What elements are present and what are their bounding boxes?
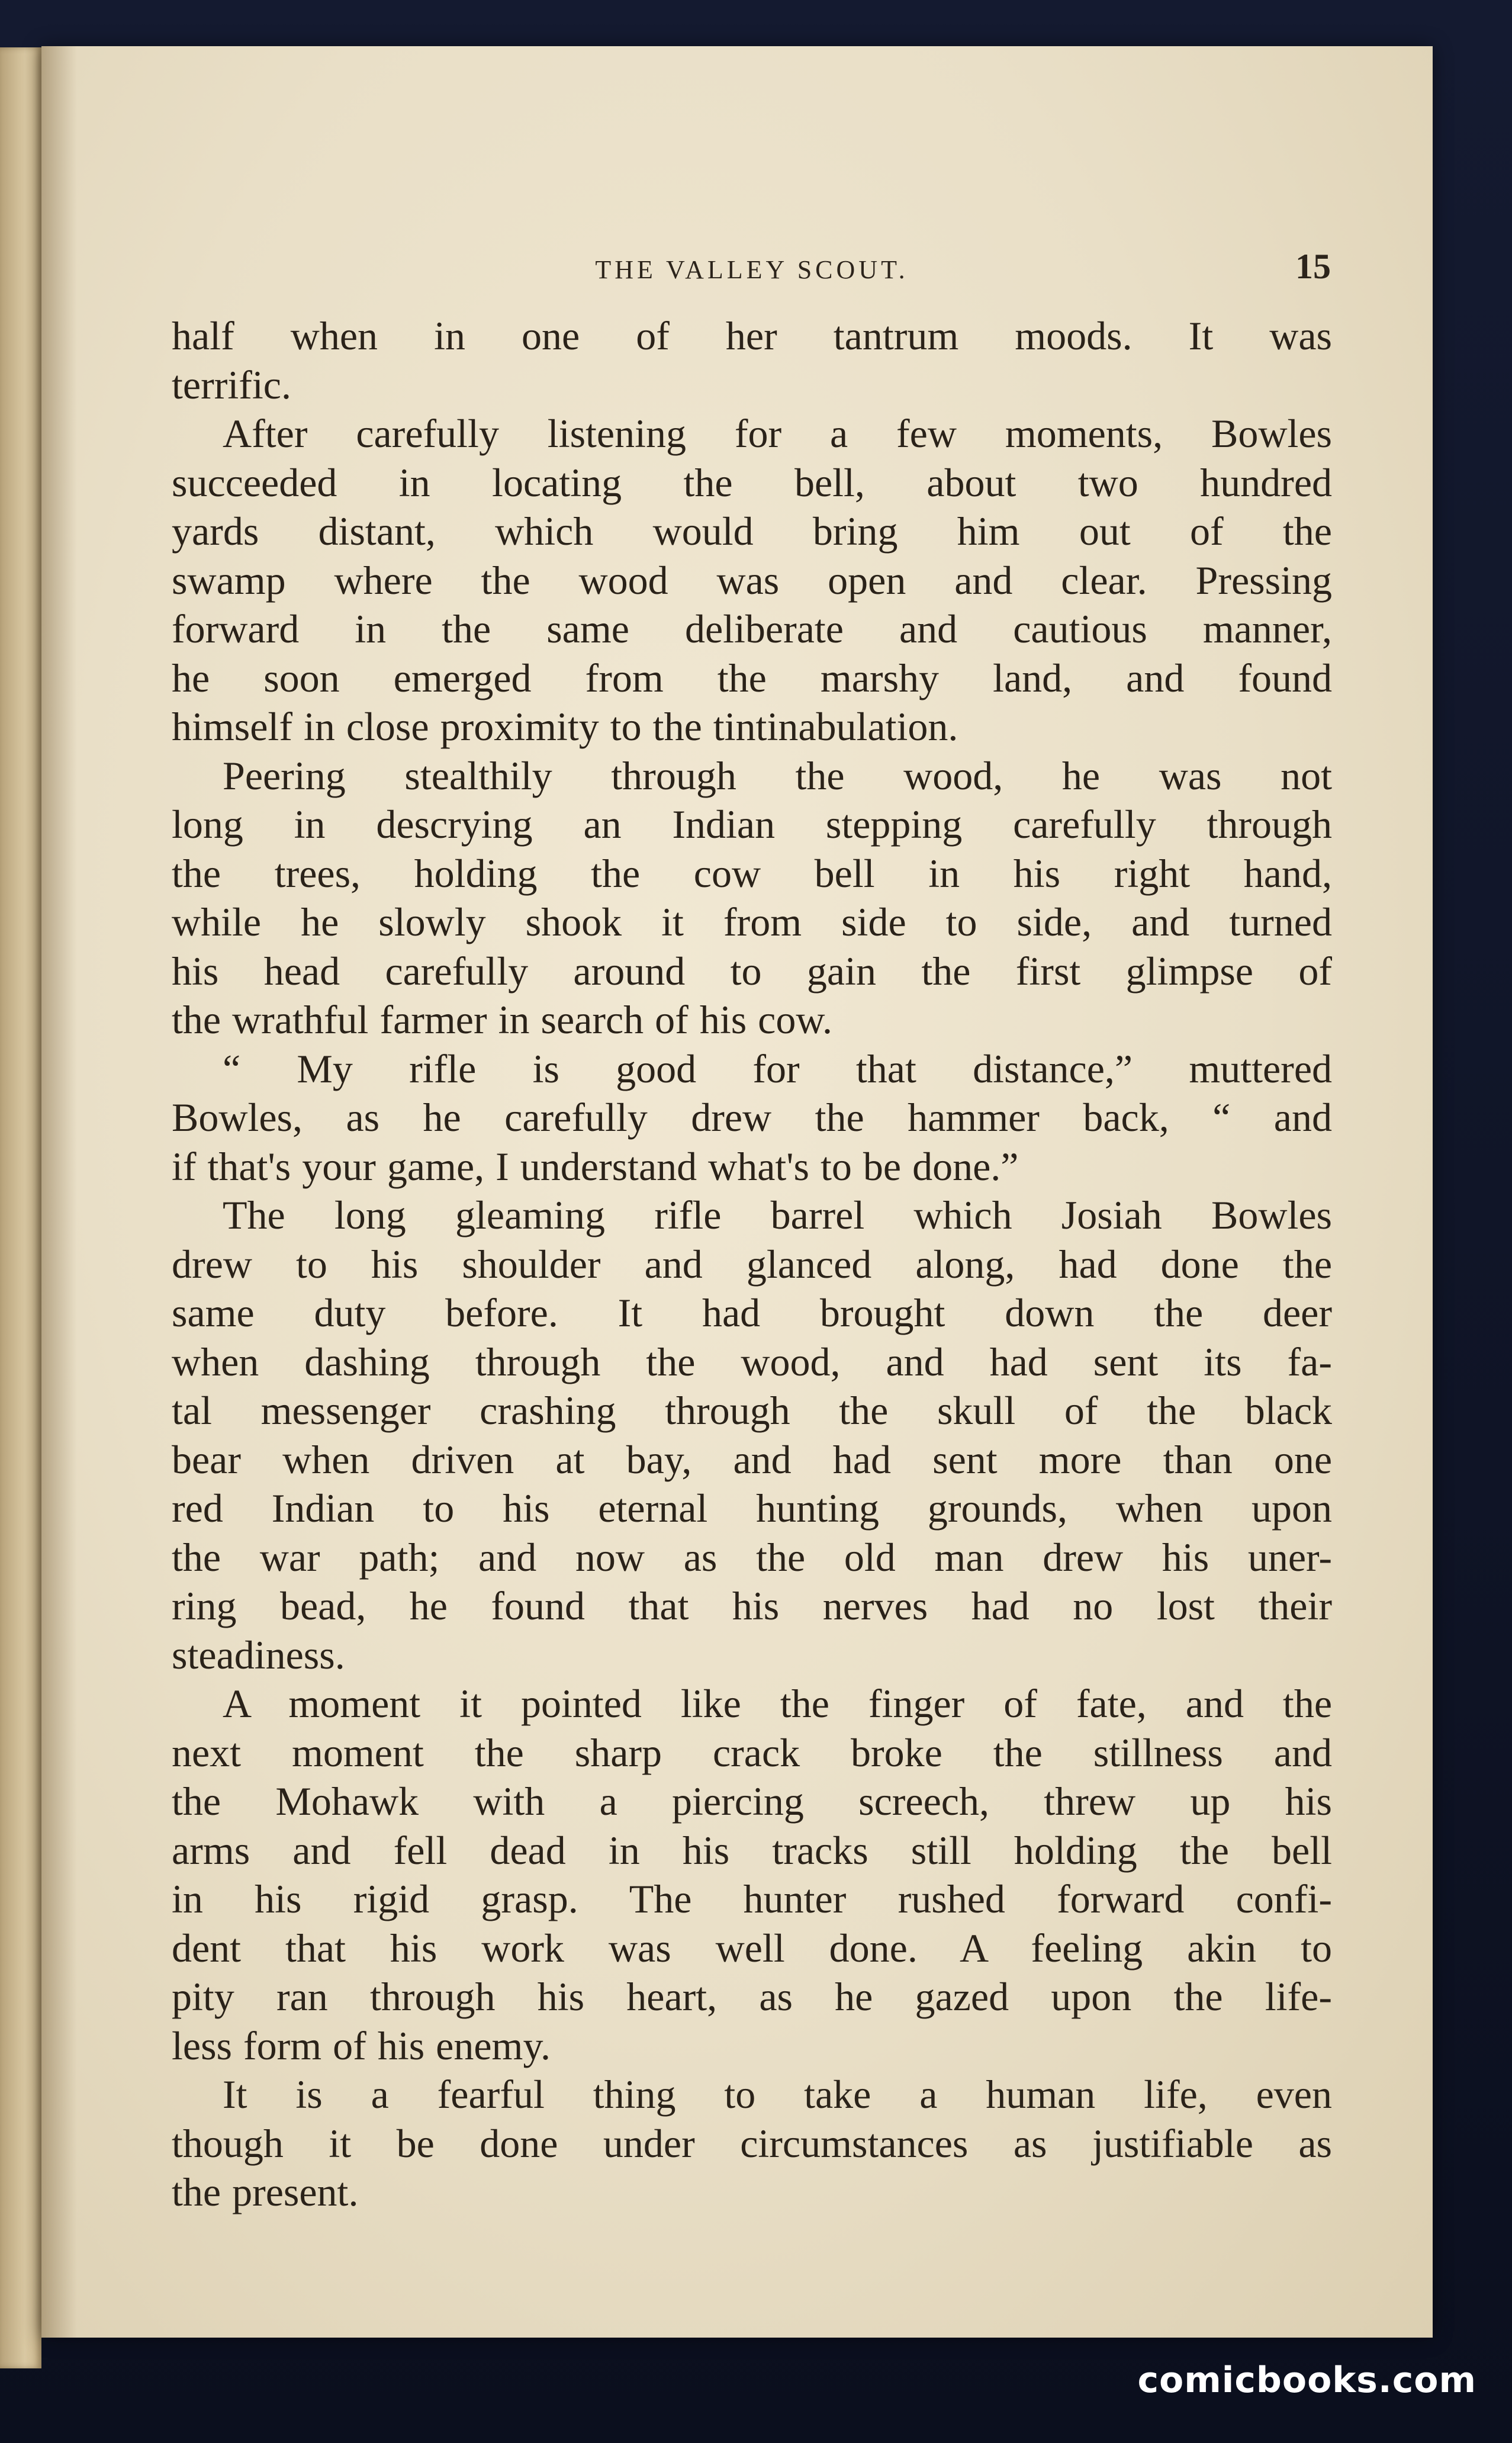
text-line: arms and fell dead in his tracks still holding the bell xyxy=(172,1827,1332,1873)
text-line: though it be done under circumstances as justifiable as xyxy=(172,2120,1332,2166)
text-line: succeeded in locating the bell, about two hundred xyxy=(172,459,1332,505)
text-line: next moment the sharp crack broke the stillness and xyxy=(172,1730,1332,1775)
text-line: himself in close proximity to the tintinabulation. xyxy=(172,704,958,749)
text-line: when dashing through the wood, and had sent its fa- xyxy=(172,1339,1332,1384)
text-line: he soon emerged from the marshy land, and found xyxy=(172,655,1332,700)
text-line: half when in one of her tantrum moods. It was xyxy=(172,313,1332,358)
text-line: long in descrying an Indian stepping carefully through xyxy=(172,802,1332,847)
text-line: the Mohawk with a piercing screech, threw up his xyxy=(172,1779,1332,1824)
text-line: if that's your game, I understand what's to be done.” xyxy=(172,1143,1019,1189)
text-line: After carefully listening for a few moments, Bowles xyxy=(223,411,1332,456)
text-line: his head carefully around to gain the first glimpse of xyxy=(172,948,1332,994)
text-line: swamp where the wood was open and clear. Pressing xyxy=(172,557,1332,603)
text-line: It is a fearful thing to take a human life, even xyxy=(223,2072,1332,2117)
text-line: the trees, holding the cow bell in his right hand, xyxy=(172,850,1332,896)
text-line: tal messenger crashing through the skull of the black xyxy=(172,1388,1332,1433)
text-line: terrific. xyxy=(172,362,291,407)
text-line: A moment it pointed like the finger of fate, and the xyxy=(223,1681,1332,1726)
text-line: the wrathful farmer in search of his cow. xyxy=(172,997,833,1042)
running-title: THE VALLEY SCOUT. xyxy=(595,255,909,284)
text-line: red Indian to his eternal hunting grounds, when upon xyxy=(172,1486,1332,1531)
text-line: while he slowly shook it from side to side, and turned xyxy=(172,899,1332,944)
text-line: the present. xyxy=(172,2169,359,2214)
text-line: the war path; and now as the old man drew his uner- xyxy=(172,1534,1332,1580)
book-page xyxy=(41,46,1433,2338)
text-line: less form of his enemy. xyxy=(172,2023,551,2068)
text-line: “ My rifle is good for that distance,” muttered xyxy=(223,1046,1332,1091)
text-line: bear when driven at bay, and had sent more than one xyxy=(172,1436,1332,1482)
text-line: ring bead, he found that his nerves had no lost their xyxy=(172,1583,1332,1628)
text-line: dent that his work was well done. A feeling akin to xyxy=(172,1925,1332,1971)
text-line: forward in the same deliberate and cautious manner, xyxy=(172,606,1332,651)
facing-page-edge xyxy=(0,47,41,2368)
site-watermark: comicbooks.com xyxy=(1137,2360,1476,2401)
body-text xyxy=(172,311,1332,2217)
running-head xyxy=(166,246,1338,294)
text-line: drew to his shoulder and glanced along, had done the xyxy=(172,1241,1332,1287)
text-line: in his rigid grasp. The hunter rushed forward confi- xyxy=(172,1876,1332,1921)
text-line: pity ran through his heart, as he gazed upon the life- xyxy=(172,1974,1332,2019)
text-line: yards distant, which would bring him out of the xyxy=(172,509,1332,554)
gutter-shadow xyxy=(41,46,77,2338)
text-line: steadiness. xyxy=(172,1632,345,1677)
text-line: The long gleaming rifle barrel which Josiah Bowles xyxy=(223,1192,1332,1237)
page-number: 15 xyxy=(1295,247,1331,286)
text-line: same duty before. It had brought down the deer xyxy=(172,1290,1332,1335)
text-line: Bowles, as he carefully drew the hammer back, “ and xyxy=(172,1095,1332,1140)
text-line: Peering stealthily through the wood, he was not xyxy=(223,753,1332,798)
